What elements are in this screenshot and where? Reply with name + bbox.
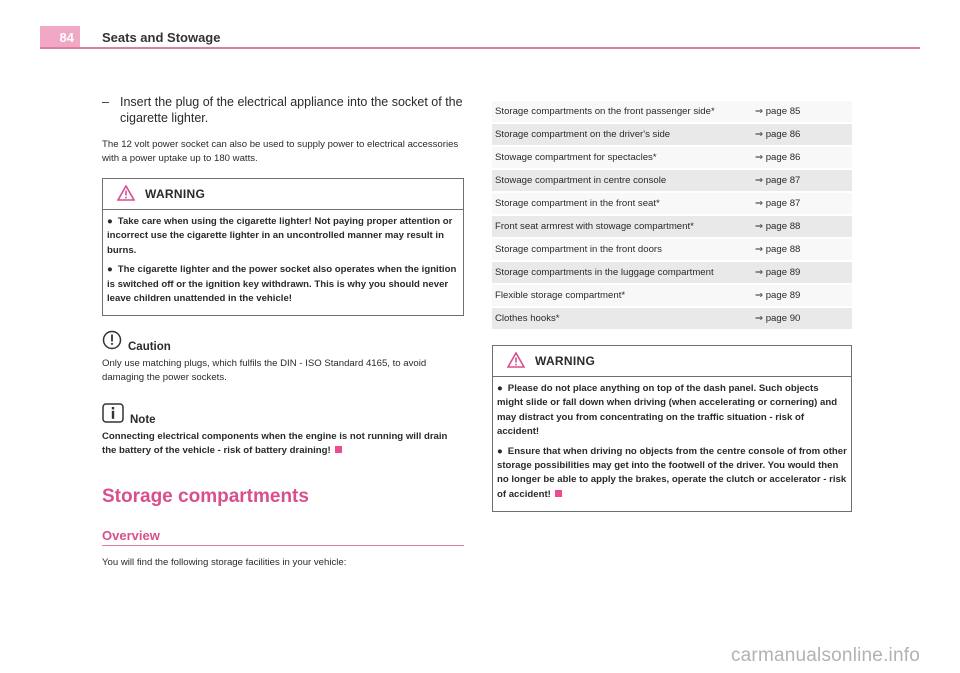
warning-item: ● Take care when using the cigarette lighter! Not paying proper attention or incorrect use the cigarette lighter in an uncontrolled manner may result in burns. <box>107 216 453 256</box>
section-title: Storage compartments <box>102 486 309 508</box>
subsection-divider <box>102 545 464 546</box>
table-row <box>492 101 852 123</box>
caution-heading <box>102 330 464 353</box>
storage-label: Clothes hooks* <box>492 307 743 330</box>
table-row <box>492 146 852 169</box>
note-heading <box>102 403 464 426</box>
warning-items <box>493 377 851 511</box>
storage-table <box>492 101 852 331</box>
warning-triangle-icon <box>117 185 135 204</box>
table-row <box>492 192 852 215</box>
warning-triangle-icon <box>507 352 525 371</box>
header-divider <box>40 47 920 49</box>
page-reference[interactable]: ⇒ page 89 <box>743 284 852 307</box>
storage-label: Storage compartments on the front passenger side* <box>492 101 743 123</box>
table-row <box>492 169 852 192</box>
storage-label: Storage compartment in the front seat* <box>492 192 743 215</box>
page-reference[interactable]: ⇒ page 90 <box>743 307 852 330</box>
page-reference[interactable]: ⇒ page 86 <box>743 146 852 169</box>
storage-label: Stowage compartment in centre console <box>492 169 743 192</box>
warning-box-right <box>492 345 852 512</box>
warning-title: WARNING <box>535 354 596 368</box>
page-reference[interactable]: ⇒ page 86 <box>743 123 852 146</box>
storage-label: Flexible storage compartment* <box>492 284 743 307</box>
caution-text: Only use matching plugs, which fulfils the DIN - ISO Standard 4165, to avoid damaging the power sockets. <box>102 358 427 384</box>
table-row <box>492 261 852 284</box>
storage-label: Storage compartment in the front doors <box>492 238 743 261</box>
warning-item: ● The cigarette lighter and the power socket also operates when the ignition is switched off or the ignition key withdrawn. This is why you should never leave children unattended in the vehicle! <box>107 264 457 305</box>
warning-item: ● Ensure that when driving no objects from the centre console of from other storage possibilities may get into the footwell of the driver. You would then no longer be able to apply the brakes, operate the clutch or accelerator - risk of accident! <box>497 445 847 500</box>
page-reference[interactable]: ⇒ page 87 <box>743 192 852 215</box>
page-reference[interactable]: ⇒ page 87 <box>743 169 852 192</box>
note-title: Note <box>130 414 156 427</box>
left-column <box>102 94 464 582</box>
warning-header <box>493 346 851 377</box>
right-column <box>492 101 852 526</box>
storage-label: Storage compartments in the luggage compartment <box>492 261 743 284</box>
table-row <box>492 307 852 330</box>
intro-paragraph: The 12 volt power socket can also be used to supply power to electrical accessories with a power uptake up to 180 watts. <box>102 139 459 164</box>
watermark: carmanualsonline.info <box>730 645 920 666</box>
note-info-icon <box>102 403 124 426</box>
warning-item: ● Please do not place anything on top of the dash panel. Such objects might slide or fall down when driving (when accelerating or cornering) and may distract you from concentrating on the traffic situation - risk of accident! <box>497 383 838 438</box>
warning-box-left <box>102 178 464 316</box>
page-reference[interactable]: ⇒ page 88 <box>743 215 852 238</box>
note-text: Connecting electrical components when the engine is not running will drain the battery of the vehicle - risk of battery draining! <box>102 431 448 457</box>
page-header-title: Seats and Stowage <box>102 30 221 45</box>
storage-label: Front seat armrest with stowage compartment* <box>492 215 743 238</box>
step-text: Insert the plug of the electrical appliance into the socket of the cigarette lighter. <box>120 95 463 125</box>
page-reference[interactable]: ⇒ page 85 <box>743 101 852 123</box>
table-row <box>492 284 852 307</box>
page-reference[interactable]: ⇒ page 88 <box>743 238 852 261</box>
table-row <box>492 123 852 146</box>
storage-label: Stowage compartment for spectacles* <box>492 146 743 169</box>
caution-circle-icon <box>102 330 122 353</box>
step-dash: – <box>102 95 109 109</box>
end-square-icon <box>555 490 562 497</box>
table-row <box>492 238 852 261</box>
subsection-title: Overview <box>102 528 160 544</box>
page-reference[interactable]: ⇒ page 89 <box>743 261 852 284</box>
overview-text: You will find the following storage facilities in your vehicle: <box>102 557 347 569</box>
caution-title: Caution <box>128 341 171 354</box>
warning-title: WARNING <box>145 187 206 201</box>
warning-header <box>103 179 463 210</box>
table-row <box>492 215 852 238</box>
end-square-icon <box>335 446 342 453</box>
storage-label: Storage compartment on the driver's side <box>492 123 743 146</box>
warning-items <box>103 210 463 315</box>
page-number: 84 <box>40 26 80 48</box>
instruction-step <box>102 94 464 126</box>
